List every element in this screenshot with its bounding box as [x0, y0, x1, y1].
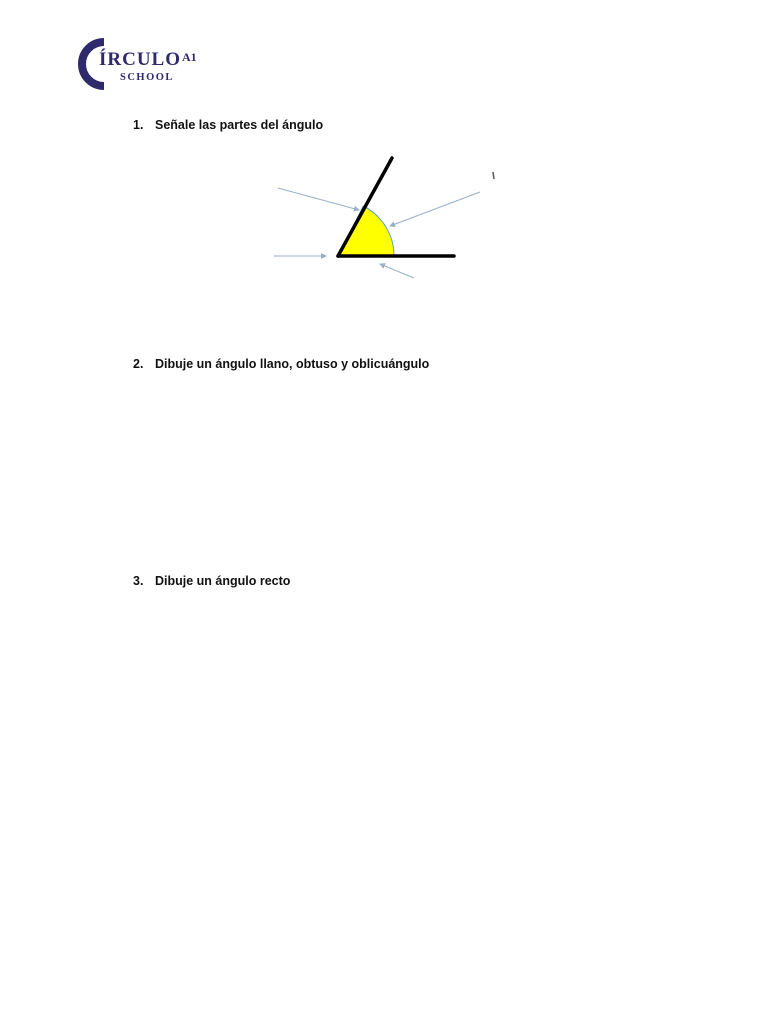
answer-area-3[interactable] [133, 597, 633, 977]
angle-figure [268, 152, 500, 284]
logo-superscript: A1 [182, 50, 197, 64]
pointer-arrow-side [380, 264, 414, 278]
question-3-number: 3. [133, 574, 144, 588]
question-1-number: 1. [133, 118, 144, 132]
logo-wordmark: ÍRCULO [99, 49, 182, 70]
pointer-arrow-ray [278, 188, 359, 210]
angle-sector [338, 206, 394, 256]
question-1 [133, 118, 323, 132]
logo-subtitle: SCHOOL [120, 72, 174, 83]
pointer-tick-top-right [493, 172, 494, 179]
question-3-text: Dibuje un ángulo recto [155, 574, 291, 588]
question-1-text: Señale las partes del ángulo [155, 118, 324, 132]
question-3 [133, 574, 290, 588]
question-2-text: Dibuje un ángulo llano, obtuso y oblicuángulo [155, 357, 430, 371]
answer-area-2[interactable] [133, 380, 633, 560]
school-logo [66, 36, 216, 92]
pointer-arrow-arc [390, 192, 480, 226]
angle-diagram [268, 152, 500, 284]
question-2-number: 2. [133, 357, 144, 371]
question-2 [133, 357, 429, 371]
